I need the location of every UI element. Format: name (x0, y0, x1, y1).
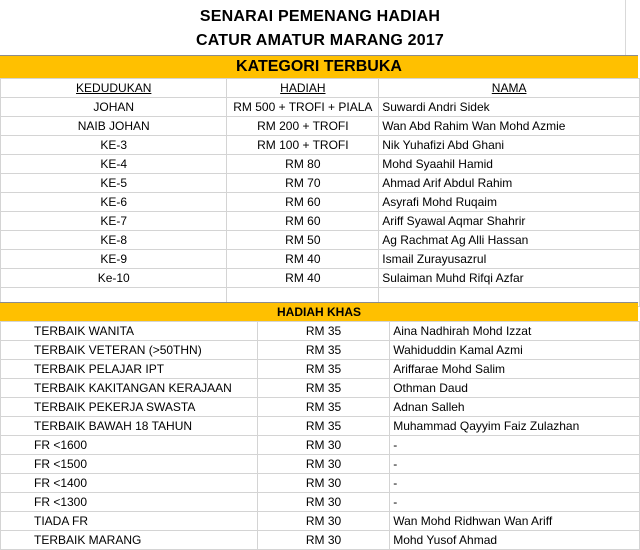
prize-cell[interactable]: RM 50 (227, 231, 379, 250)
position-cell[interactable]: Ke-10 (1, 269, 227, 288)
table-row (1, 269, 640, 288)
position-cell[interactable]: TERBAIK PEKERJA SWASTA (1, 398, 258, 417)
table-row (1, 136, 640, 155)
name-cell[interactable]: Ahmad Arif Abdul Rahim (379, 174, 640, 193)
category-open-banner: KATEGORI TERBUKA (0, 55, 638, 79)
position-cell[interactable]: JOHAN (1, 98, 227, 117)
prize-cell[interactable]: RM 40 (227, 269, 379, 288)
special-results-table (0, 321, 640, 550)
table-row (1, 212, 640, 231)
position-cell[interactable]: FR <1500 (1, 455, 258, 474)
table-row (1, 474, 640, 493)
header-row (1, 79, 640, 98)
name-cell[interactable]: Asyrafi Mohd Ruqaim (379, 193, 640, 212)
category-special-banner: HADIAH KHAS (0, 302, 638, 322)
prize-cell[interactable]: RM 35 (257, 398, 389, 417)
prize-cell[interactable]: RM 35 (257, 417, 389, 436)
table-row (1, 417, 640, 436)
table-row (1, 155, 640, 174)
table-row (1, 322, 640, 341)
prize-cell[interactable]: RM 30 (257, 474, 389, 493)
position-cell[interactable]: TERBAIK MARANG (1, 531, 258, 550)
position-cell[interactable]: KE-6 (1, 193, 227, 212)
prize-cell[interactable]: RM 60 (227, 193, 379, 212)
position-cell[interactable]: FR <1400 (1, 474, 258, 493)
position-cell[interactable]: KE-8 (1, 231, 227, 250)
name-cell[interactable]: Othman Daud (390, 379, 640, 398)
table-row (1, 98, 640, 117)
prize-cell[interactable]: RM 30 (257, 512, 389, 531)
position-cell[interactable]: NAIB JOHAN (1, 117, 227, 136)
name-cell[interactable]: Ariff Syawal Aqmar Shahrir (379, 212, 640, 231)
page-title: SENARAI PEMENANG HADIAH (199, 8, 441, 25)
prize-cell[interactable]: RM 35 (257, 379, 389, 398)
name-cell[interactable]: Suwardi Andri Sidek (379, 98, 640, 117)
position-cell[interactable]: TIADA FR (1, 512, 258, 531)
table-row (1, 341, 640, 360)
name-cell[interactable]: - (390, 474, 640, 493)
position-cell[interactable]: KE-7 (1, 212, 227, 231)
table-row (1, 117, 640, 136)
column-header-hadiah[interactable]: HADIAH (227, 79, 379, 98)
table-row (1, 436, 640, 455)
position-cell[interactable]: KE-9 (1, 250, 227, 269)
position-cell[interactable]: TERBAIK WANITA (1, 322, 258, 341)
table-row (1, 250, 640, 269)
page-subtitle: CATUR AMATUR MARANG 2017 (195, 32, 445, 49)
name-cell[interactable]: Nik Yuhafizi Abd Ghani (379, 136, 640, 155)
name-cell[interactable]: - (390, 493, 640, 512)
name-cell[interactable]: - (390, 455, 640, 474)
column-header-kedudukan[interactable]: KEDUDUKAN (1, 79, 227, 98)
position-cell[interactable]: FR <1600 (1, 436, 258, 455)
table-row (1, 231, 640, 250)
name-cell[interactable]: Ismail Zurayusazrul (379, 250, 640, 269)
position-cell[interactable]: KE-3 (1, 136, 227, 155)
prize-cell[interactable]: RM 35 (257, 360, 389, 379)
table-row (1, 531, 640, 550)
prize-cell[interactable]: RM 35 (257, 322, 389, 341)
name-cell[interactable]: Mohd Yusof Ahmad (390, 531, 640, 550)
prize-cell[interactable]: RM 70 (227, 174, 379, 193)
name-cell[interactable]: Adnan Salleh (390, 398, 640, 417)
name-cell[interactable]: Ag Rachmat Ag Alli Hassan (379, 231, 640, 250)
position-cell[interactable]: KE-4 (1, 155, 227, 174)
table-row (1, 360, 640, 379)
name-cell[interactable]: Mohd Syaahil Hamid (379, 155, 640, 174)
name-cell[interactable]: Wahiduddin Kamal Azmi (390, 341, 640, 360)
name-cell[interactable]: Wan Mohd Ridhwan Wan Ariff (390, 512, 640, 531)
column-header-nama[interactable]: NAMA (379, 79, 640, 98)
prize-cell[interactable]: RM 35 (257, 341, 389, 360)
table-row (1, 493, 640, 512)
table-row (1, 174, 640, 193)
prize-cell[interactable]: RM 30 (257, 493, 389, 512)
position-cell[interactable]: FR <1300 (1, 493, 258, 512)
prize-cell[interactable]: RM 100 + TROFI (227, 136, 379, 155)
table-row (1, 512, 640, 531)
prize-cell[interactable]: RM 40 (227, 250, 379, 269)
prize-cell[interactable]: RM 30 (257, 531, 389, 550)
table-row (1, 379, 640, 398)
name-cell[interactable]: Aina Nadhirah Mohd Izzat (390, 322, 640, 341)
prize-cell[interactable]: RM 80 (227, 155, 379, 174)
name-cell[interactable]: Muhammad Qayyim Faiz Zulazhan (390, 417, 640, 436)
prize-cell[interactable]: RM 500 + TROFI + PIALA (227, 98, 379, 117)
open-results-table (0, 78, 640, 307)
prize-cell[interactable]: RM 30 (257, 455, 389, 474)
prize-cell[interactable]: RM 200 + TROFI (227, 117, 379, 136)
name-cell[interactable]: Wan Abd Rahim Wan Mohd Azmie (379, 117, 640, 136)
name-cell[interactable]: Sulaiman Muhd Rifqi Azfar (379, 269, 640, 288)
prize-cell[interactable]: RM 30 (257, 436, 389, 455)
position-cell[interactable]: TERBAIK KAKITANGAN KERAJAAN (1, 379, 258, 398)
name-cell[interactable]: - (390, 436, 640, 455)
table-row (1, 193, 640, 212)
prize-cell[interactable]: RM 60 (227, 212, 379, 231)
position-cell[interactable]: TERBAIK BAWAH 18 TAHUN (1, 417, 258, 436)
position-cell[interactable]: KE-5 (1, 174, 227, 193)
table-row (1, 398, 640, 417)
name-cell[interactable]: Ariffarae Mohd Salim (390, 360, 640, 379)
position-cell[interactable]: TERBAIK PELAJAR IPT (1, 360, 258, 379)
position-cell[interactable]: TERBAIK VETERAN (>50THN) (1, 341, 258, 360)
table-row (1, 455, 640, 474)
